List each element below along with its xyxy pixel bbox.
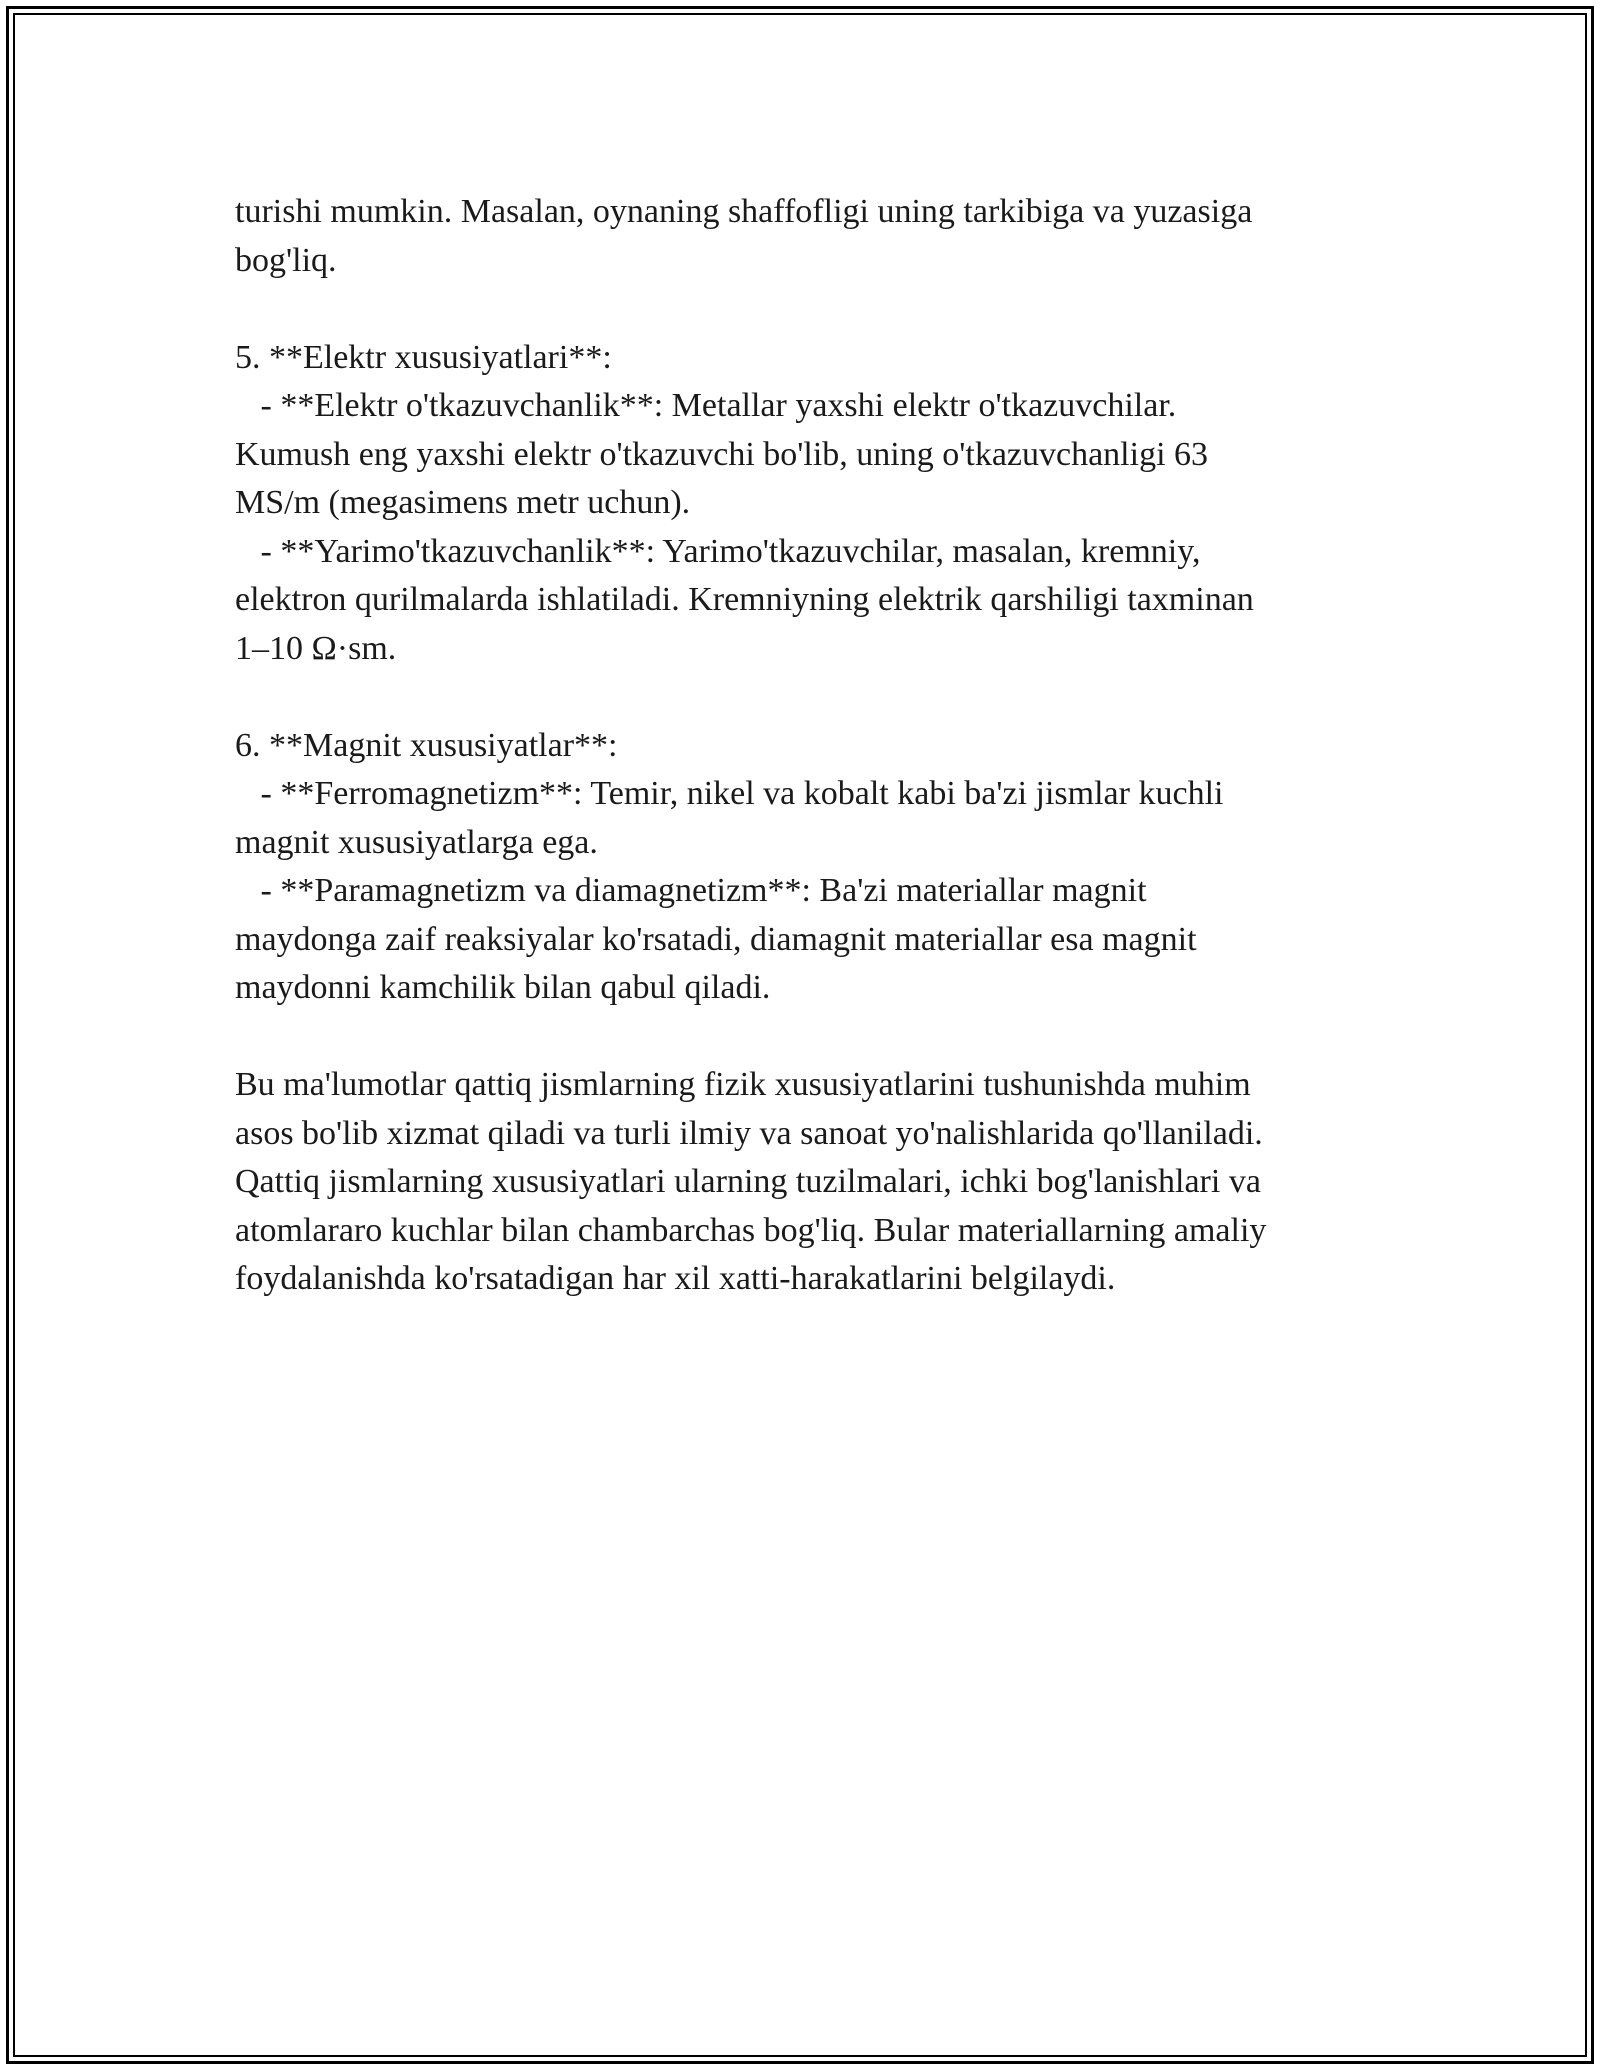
section-electrical-properties xyxy=(235,334,1385,674)
list-item-line: - **Ferromagnetizm**: Temir, nikel va kobalt kabi ba'zi jismlar kuchli xyxy=(235,775,1224,812)
text-line: atomlararo kuchlar bilan chambarchas bog'liq. Bular materiallarning amaliy xyxy=(235,1211,1267,1249)
list-item-line: - **Paramagnetizm va diamagnetizm**: Ba'zi materiallar magnit xyxy=(235,872,1147,909)
text-line: turishi mumkin. Masalan, oynaning shaffofligi uning tarkibiga va yuzasiga xyxy=(235,193,1253,230)
text-line: bog'liq. xyxy=(235,241,337,279)
text-line: MS/m (megasimens metr uchun). xyxy=(235,484,691,521)
document-body xyxy=(235,188,1385,1304)
list-item-line: - **Elektr o'tkazuvchanlik**: Metallar yaxshi elektr o'tkazuvchilar. xyxy=(235,387,1177,424)
section-heading: 6. **Magnit xususiyatlar**: xyxy=(235,726,618,764)
text-line: 1–10 Ω·sm. xyxy=(235,629,397,667)
section-heading: 5. **Elektr xususiyatlari**: xyxy=(235,338,612,376)
intro-paragraph xyxy=(235,188,1385,285)
text-line: asos bo'lib xizmat qiladi va turli ilmiy va sanoat yo'nalishlarida qo'llaniladi. xyxy=(235,1114,1263,1152)
paragraph-spacer xyxy=(235,673,1385,722)
text-line: maydonni kamchilik bilan qabul qiladi. xyxy=(235,969,771,1006)
text-line: Qattiq jismlarning xususiyatlari ularning tuzilmalari, ichki bog'lanishlari va xyxy=(235,1163,1261,1200)
list-item-line: - **Yarimo'tkazuvchanlik**: Yarimo'tkazuvchilar, masalan, kremniy, xyxy=(235,532,1201,570)
section-magnetic-properties xyxy=(235,722,1385,1013)
text-line: elektron qurilmalarda ishlatiladi. Kremniyning elektrik qarshiligi taxminan xyxy=(235,581,1254,618)
text-line: maydonga zaif reaksiyalar ko'rsatadi, diamagnit materiallar esa magnit xyxy=(235,920,1197,958)
text-line: Kumush eng yaxshi elektr o'tkazuvchi bo'lib, uning o'tkazuvchanligi 63 xyxy=(235,435,1209,473)
text-line: magnit xususiyatlarga ega. xyxy=(235,823,598,861)
paragraph-spacer xyxy=(235,1013,1385,1062)
paragraph-spacer xyxy=(235,285,1385,334)
conclusion-paragraph xyxy=(235,1061,1385,1304)
text-line: foydalanishda ko'rsatadigan har xil xatti-harakatlarini belgilaydi. xyxy=(235,1260,1116,1297)
text-line: Bu ma'lumotlar qattiq jismlarning fizik xususiyatlarini tushunishda muhim xyxy=(235,1066,1251,1103)
